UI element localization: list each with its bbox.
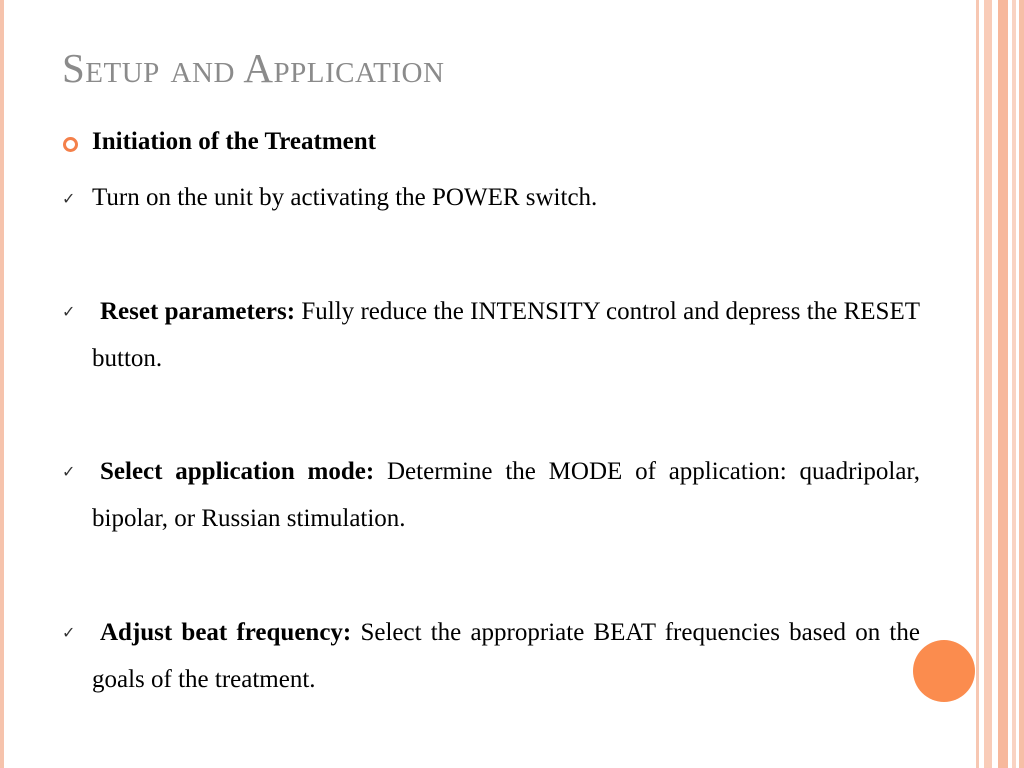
item-text: Select the appropriate BEAT frequencies based on the goals of the treatment.	[92, 619, 920, 693]
decor-stripe	[998, 0, 1008, 768]
left-border	[0, 0, 4, 768]
item-text: Turn on the unit by activating the POWER switch.	[92, 184, 598, 211]
checkmark-icon: ✓	[62, 302, 76, 321]
section-heading: Initiation of the Treatment	[92, 128, 377, 155]
list-item	[92, 448, 920, 542]
circle-bullet-icon	[63, 137, 78, 152]
item-text: Fully reduce the INTENSITY control and depress the RESET button.	[92, 298, 920, 372]
item-lead: Adjust beat frequency:	[100, 619, 352, 646]
decor-stripe	[976, 0, 979, 768]
list-item	[92, 288, 920, 382]
decor-stripe	[1019, 0, 1024, 768]
checkmark-icon: ✓	[62, 189, 76, 208]
accent-circle	[913, 640, 975, 702]
checkmark-icon: ✓	[62, 462, 76, 481]
list-item	[92, 182, 920, 214]
slide-title: Setup and Application	[62, 45, 445, 91]
right-decoration	[976, 0, 1024, 768]
checkmark-icon: ✓	[62, 623, 76, 642]
list-item	[92, 609, 920, 703]
decor-stripe	[1012, 0, 1016, 768]
item-text: Determine the MODE of application: quadripolar, bipolar, or Russian stimulation.	[92, 458, 921, 532]
decor-stripe	[984, 0, 992, 768]
item-lead: Select application mode:	[100, 458, 375, 485]
item-lead: Reset parameters:	[100, 298, 296, 325]
